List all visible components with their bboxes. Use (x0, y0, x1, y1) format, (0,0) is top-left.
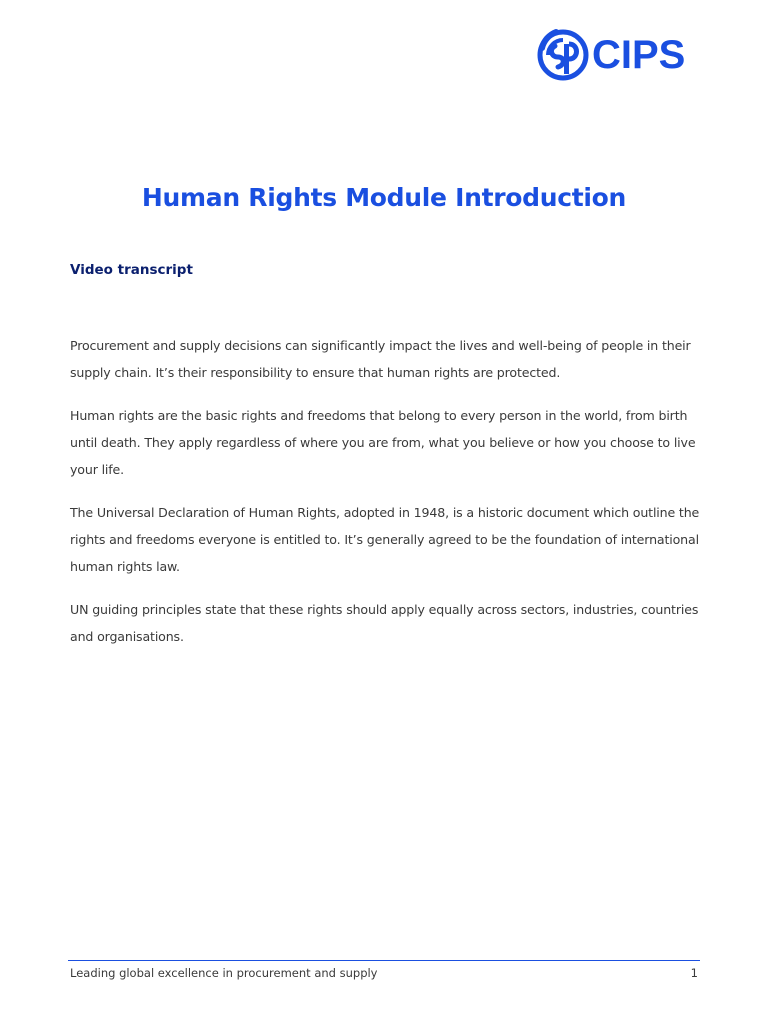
paragraph: The Universal Declaration of Human Rights, adopted in 1948, is a historic document which outline the rights and freedoms everyone is entitled to. It’s generally agreed to be the foundation of international human rights law. (70, 505, 700, 574)
cips-logo (534, 26, 700, 84)
cips-emblem-icon (534, 26, 594, 84)
paragraph: UN guiding principles state that these rights should apply equally across sectors, industries, countries and organisations. (70, 602, 699, 644)
page-title: Human Rights Module Introduction (141, 183, 627, 212)
logo-text: CIPS (592, 33, 686, 77)
transcript-body (70, 332, 706, 666)
section-subtitle: Video transcript (70, 262, 193, 278)
paragraph: Human rights are the basic rights and freedoms that belong to every person in the world, from birth until death. They apply regardless of where you are from, what you believe or how you choose to live your life. (70, 408, 696, 477)
footer-divider (68, 960, 700, 961)
footer-tagline: Leading global excellence in procurement and supply (70, 966, 378, 980)
page-number: 1 (690, 966, 698, 980)
paragraph: Procurement and supply decisions can significantly impact the lives and well-being of people in their supply chain. It’s their responsibility to ensure that human rights are protected. (70, 338, 691, 380)
